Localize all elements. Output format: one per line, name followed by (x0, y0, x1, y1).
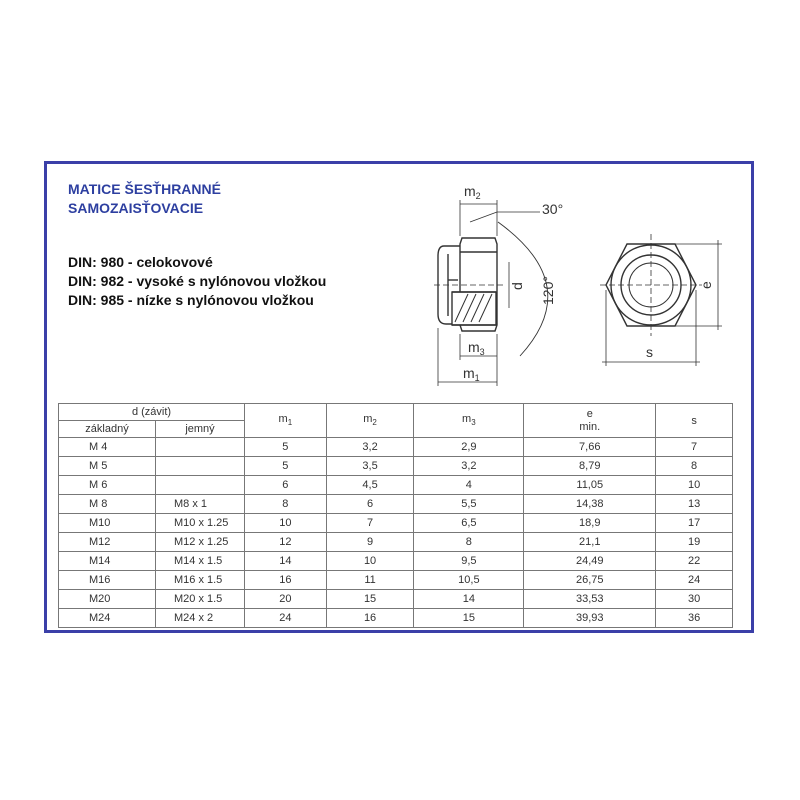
cell-s: 10 (656, 476, 733, 495)
cell-zakladny: M 6 (59, 476, 156, 495)
cell-jemny (156, 438, 245, 457)
cell-zakladny: M 8 (59, 495, 156, 514)
cell-m2: 7 (326, 514, 414, 533)
cell-s: 13 (656, 495, 733, 514)
cell-jemny: M20 x 1.5 (156, 590, 245, 609)
label-e: e (698, 281, 714, 289)
label-angle-30: 30° (542, 201, 564, 217)
header-m1: $m_1$ (245, 404, 327, 438)
header-zakladny: základný (59, 421, 156, 438)
cell-m1: 20 (245, 590, 327, 609)
cell-zakladny: M 4 (59, 438, 156, 457)
spec-table (58, 403, 733, 628)
table-row (59, 476, 733, 495)
cell-m1: 5 (245, 457, 327, 476)
cell-zakladny: M10 (59, 514, 156, 533)
nut-side-view (434, 200, 548, 386)
table-row (59, 571, 733, 590)
header-e: e min. (524, 404, 656, 438)
cell-e: 14,38 (524, 495, 656, 514)
cell-jemny: M24 x 2 (156, 609, 245, 628)
cell-s: 36 (656, 609, 733, 628)
cell-s: 17 (656, 514, 733, 533)
cell-s: 7 (656, 438, 733, 457)
cell-m2: 11 (326, 571, 414, 590)
header-d: d (závit) (59, 404, 245, 421)
table-row (59, 590, 733, 609)
cell-m1: 14 (245, 552, 327, 571)
cell-s: 8 (656, 457, 733, 476)
cell-m3: 14 (414, 590, 524, 609)
table-row (59, 495, 733, 514)
cell-m2: 15 (326, 590, 414, 609)
cell-m1: 24 (245, 609, 327, 628)
cell-e: 26,75 (524, 571, 656, 590)
table-row (59, 438, 733, 457)
cell-e: 11,05 (524, 476, 656, 495)
cell-e: 21,1 (524, 533, 656, 552)
cell-jemny: M10 x 1.25 (156, 514, 245, 533)
cell-zakladny: M20 (59, 590, 156, 609)
cell-m2: 3,2 (326, 438, 414, 457)
cell-e: 18,9 (524, 514, 656, 533)
label-m3: $m_3$ (468, 339, 485, 357)
cell-m1: 6 (245, 476, 327, 495)
cell-m1: 5 (245, 438, 327, 457)
cell-m1: 8 (245, 495, 327, 514)
cell-m2: 10 (326, 552, 414, 571)
din-980: DIN: 980 - celokovové (68, 254, 213, 270)
cell-m3: 10,5 (414, 571, 524, 590)
cell-jemny: M12 x 1.25 (156, 533, 245, 552)
cell-e: 33,53 (524, 590, 656, 609)
label-s: s (646, 344, 653, 360)
din-985: DIN: 985 - nízke s nylónovou vložkou (68, 292, 314, 308)
table-row (59, 457, 733, 476)
cell-jemny: M8 x 1 (156, 495, 245, 514)
cell-s: 22 (656, 552, 733, 571)
cell-m3: 2,9 (414, 438, 524, 457)
cell-e: 24,49 (524, 552, 656, 571)
cell-zakladny: M 5 (59, 457, 156, 476)
cell-m1: 10 (245, 514, 327, 533)
table-row (59, 514, 733, 533)
cell-m3: 3,2 (414, 457, 524, 476)
cell-m3: 15 (414, 609, 524, 628)
cell-m3: 5,5 (414, 495, 524, 514)
label-d: d (509, 282, 525, 290)
cell-jemny (156, 476, 245, 495)
cell-e: 39,93 (524, 609, 656, 628)
cell-m2: 16 (326, 609, 414, 628)
header-s: s (656, 404, 733, 438)
nut-top-view (600, 234, 722, 366)
cell-s: 30 (656, 590, 733, 609)
cell-s: 19 (656, 533, 733, 552)
cell-m3: 9,5 (414, 552, 524, 571)
cell-m1: 12 (245, 533, 327, 552)
cell-jemny: M16 x 1.5 (156, 571, 245, 590)
header-m2: $m_2$ (326, 404, 414, 438)
cell-s: 24 (656, 571, 733, 590)
title-line-2: SAMOZAISŤOVACIE (68, 200, 204, 216)
label-m2: $m_2$ (464, 183, 481, 201)
header-m3: $m_3$ (414, 404, 524, 438)
label-m1: $m_1$ (463, 365, 480, 383)
cell-jemny: M14 x 1.5 (156, 552, 245, 571)
cell-zakladny: M14 (59, 552, 156, 571)
cell-m3: 8 (414, 533, 524, 552)
table-row (59, 533, 733, 552)
cell-e: 7,66 (524, 438, 656, 457)
cell-zakladny: M24 (59, 609, 156, 628)
table-row (59, 609, 733, 628)
cell-m2: 9 (326, 533, 414, 552)
cell-m2: 3,5 (326, 457, 414, 476)
label-angle-120: 120° (540, 276, 556, 305)
cell-m2: 4,5 (326, 476, 414, 495)
cell-zakladny: M12 (59, 533, 156, 552)
header-jemny: jemný (156, 421, 245, 438)
title-line-1: MATICE ŠESŤHRANNÉ (68, 181, 221, 197)
cell-m2: 6 (326, 495, 414, 514)
cell-e: 8,79 (524, 457, 656, 476)
cell-zakladny: M16 (59, 571, 156, 590)
din-982: DIN: 982 - vysoké s nylónovou vložkou (68, 273, 327, 289)
cell-m3: 4 (414, 476, 524, 495)
cell-m3: 6,5 (414, 514, 524, 533)
cell-m1: 16 (245, 571, 327, 590)
cell-jemny (156, 457, 245, 476)
table-row (59, 552, 733, 571)
